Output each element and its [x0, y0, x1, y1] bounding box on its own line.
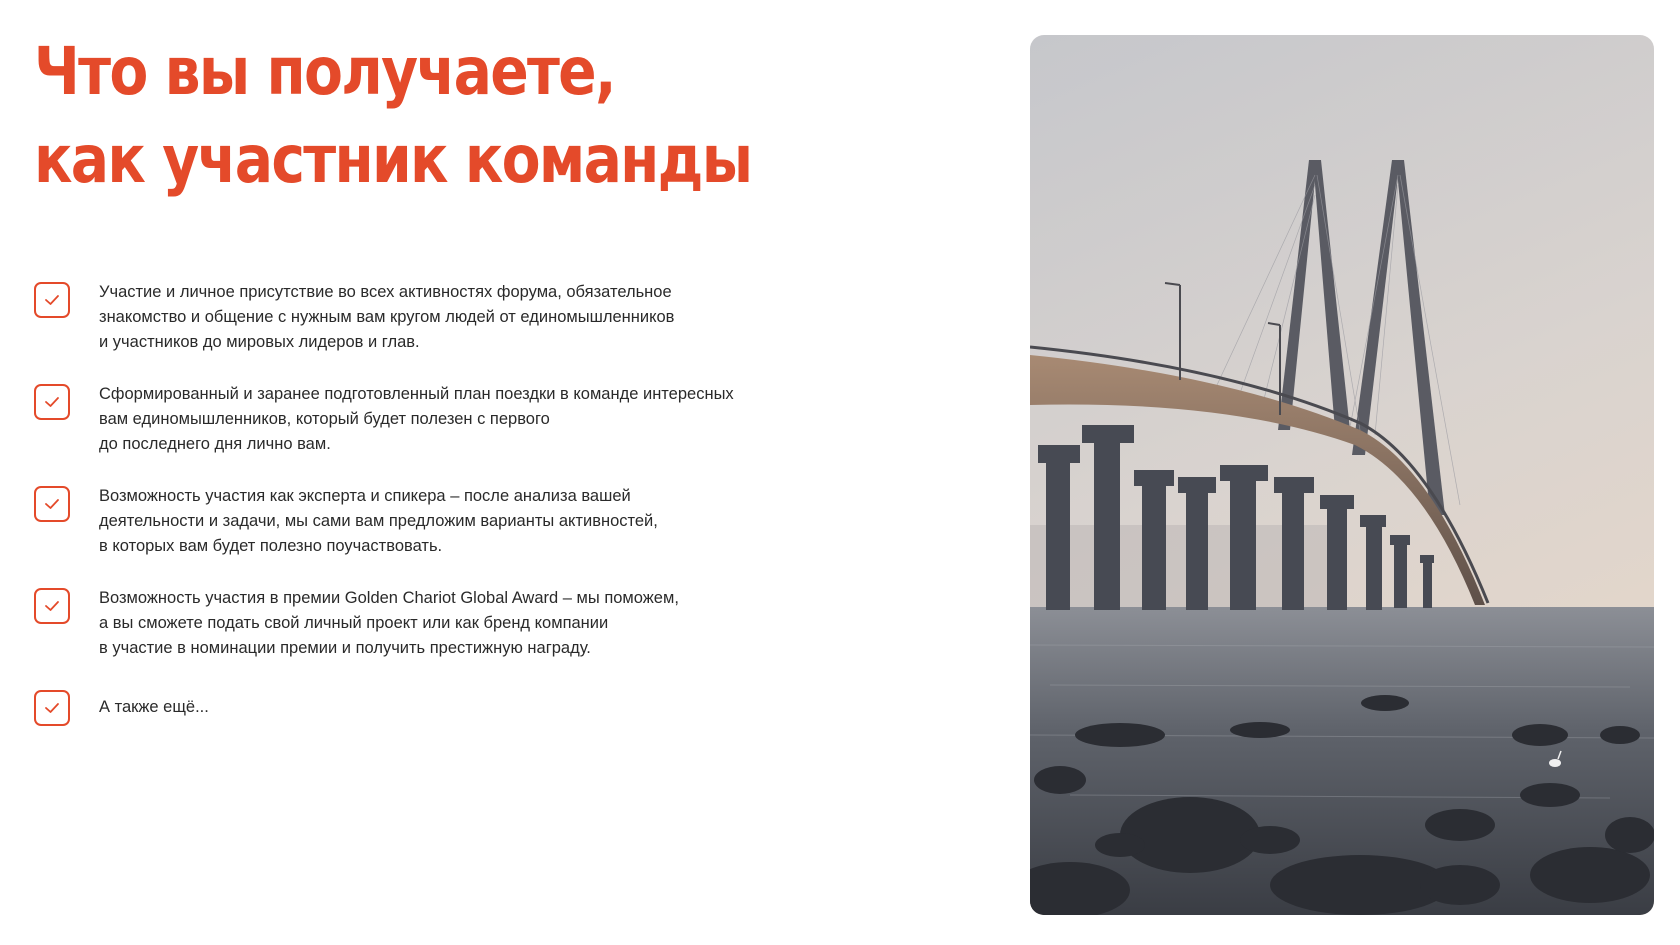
- benefit-item: [34, 280, 674, 355]
- checkbox-checked-icon: [34, 384, 70, 420]
- bridge-illustration: [1030, 35, 1654, 915]
- benefit-item: [34, 586, 679, 661]
- title-line-1: Что вы получаете,: [34, 33, 615, 110]
- benefit-text: [99, 586, 679, 661]
- benefit-text: [99, 382, 734, 457]
- checkbox-checked-icon: [34, 486, 70, 522]
- benefit-line: и участников до мировых лидеров и глав.: [99, 333, 420, 351]
- benefit-line: Возможность участия как эксперта и спикера – после анализа вашей: [99, 487, 631, 505]
- benefit-text: [99, 695, 209, 720]
- benefit-line: деятельности и задачи, мы сами вам предложим варианты активностей,: [99, 512, 658, 530]
- benefit-line: Сформированный и заранее подготовленный план поездки в команде интересных: [99, 385, 734, 403]
- benefit-line: Участие и личное присутствие во всех активностях форума, обязательное: [99, 283, 672, 301]
- checkbox-checked-icon: [34, 282, 70, 318]
- checkbox-checked-icon: [34, 588, 70, 624]
- benefit-line: в участие в номинации премии и получить престижную награду.: [99, 639, 591, 657]
- title-line-2: как участник команды: [34, 121, 752, 198]
- benefit-line: в которых вам будет полезно поучаствовать.: [99, 537, 443, 555]
- benefit-line: Возможность участия в премии Golden Chariot Global Award – мы поможем,: [99, 589, 679, 607]
- benefit-text: [99, 280, 674, 355]
- benefit-line: А также ещё...: [99, 698, 209, 716]
- benefit-text: [99, 484, 658, 559]
- benefit-line: знакомство и общение с нужным вам кругом людей от единомышленников: [99, 308, 675, 326]
- benefit-line: до последнего дня лично вам.: [99, 435, 331, 453]
- benefit-line: а вы сможете подать свой личный проект или как бренд компании: [99, 614, 609, 632]
- benefit-item: [34, 382, 734, 457]
- page-title: [34, 28, 808, 204]
- checkbox-checked-icon: [34, 690, 70, 726]
- benefit-item: [34, 484, 658, 559]
- benefit-line: вам единомышленников, который будет полезен с первого: [99, 410, 550, 428]
- bridge-photo: [1030, 35, 1654, 915]
- benefit-item: [34, 688, 209, 726]
